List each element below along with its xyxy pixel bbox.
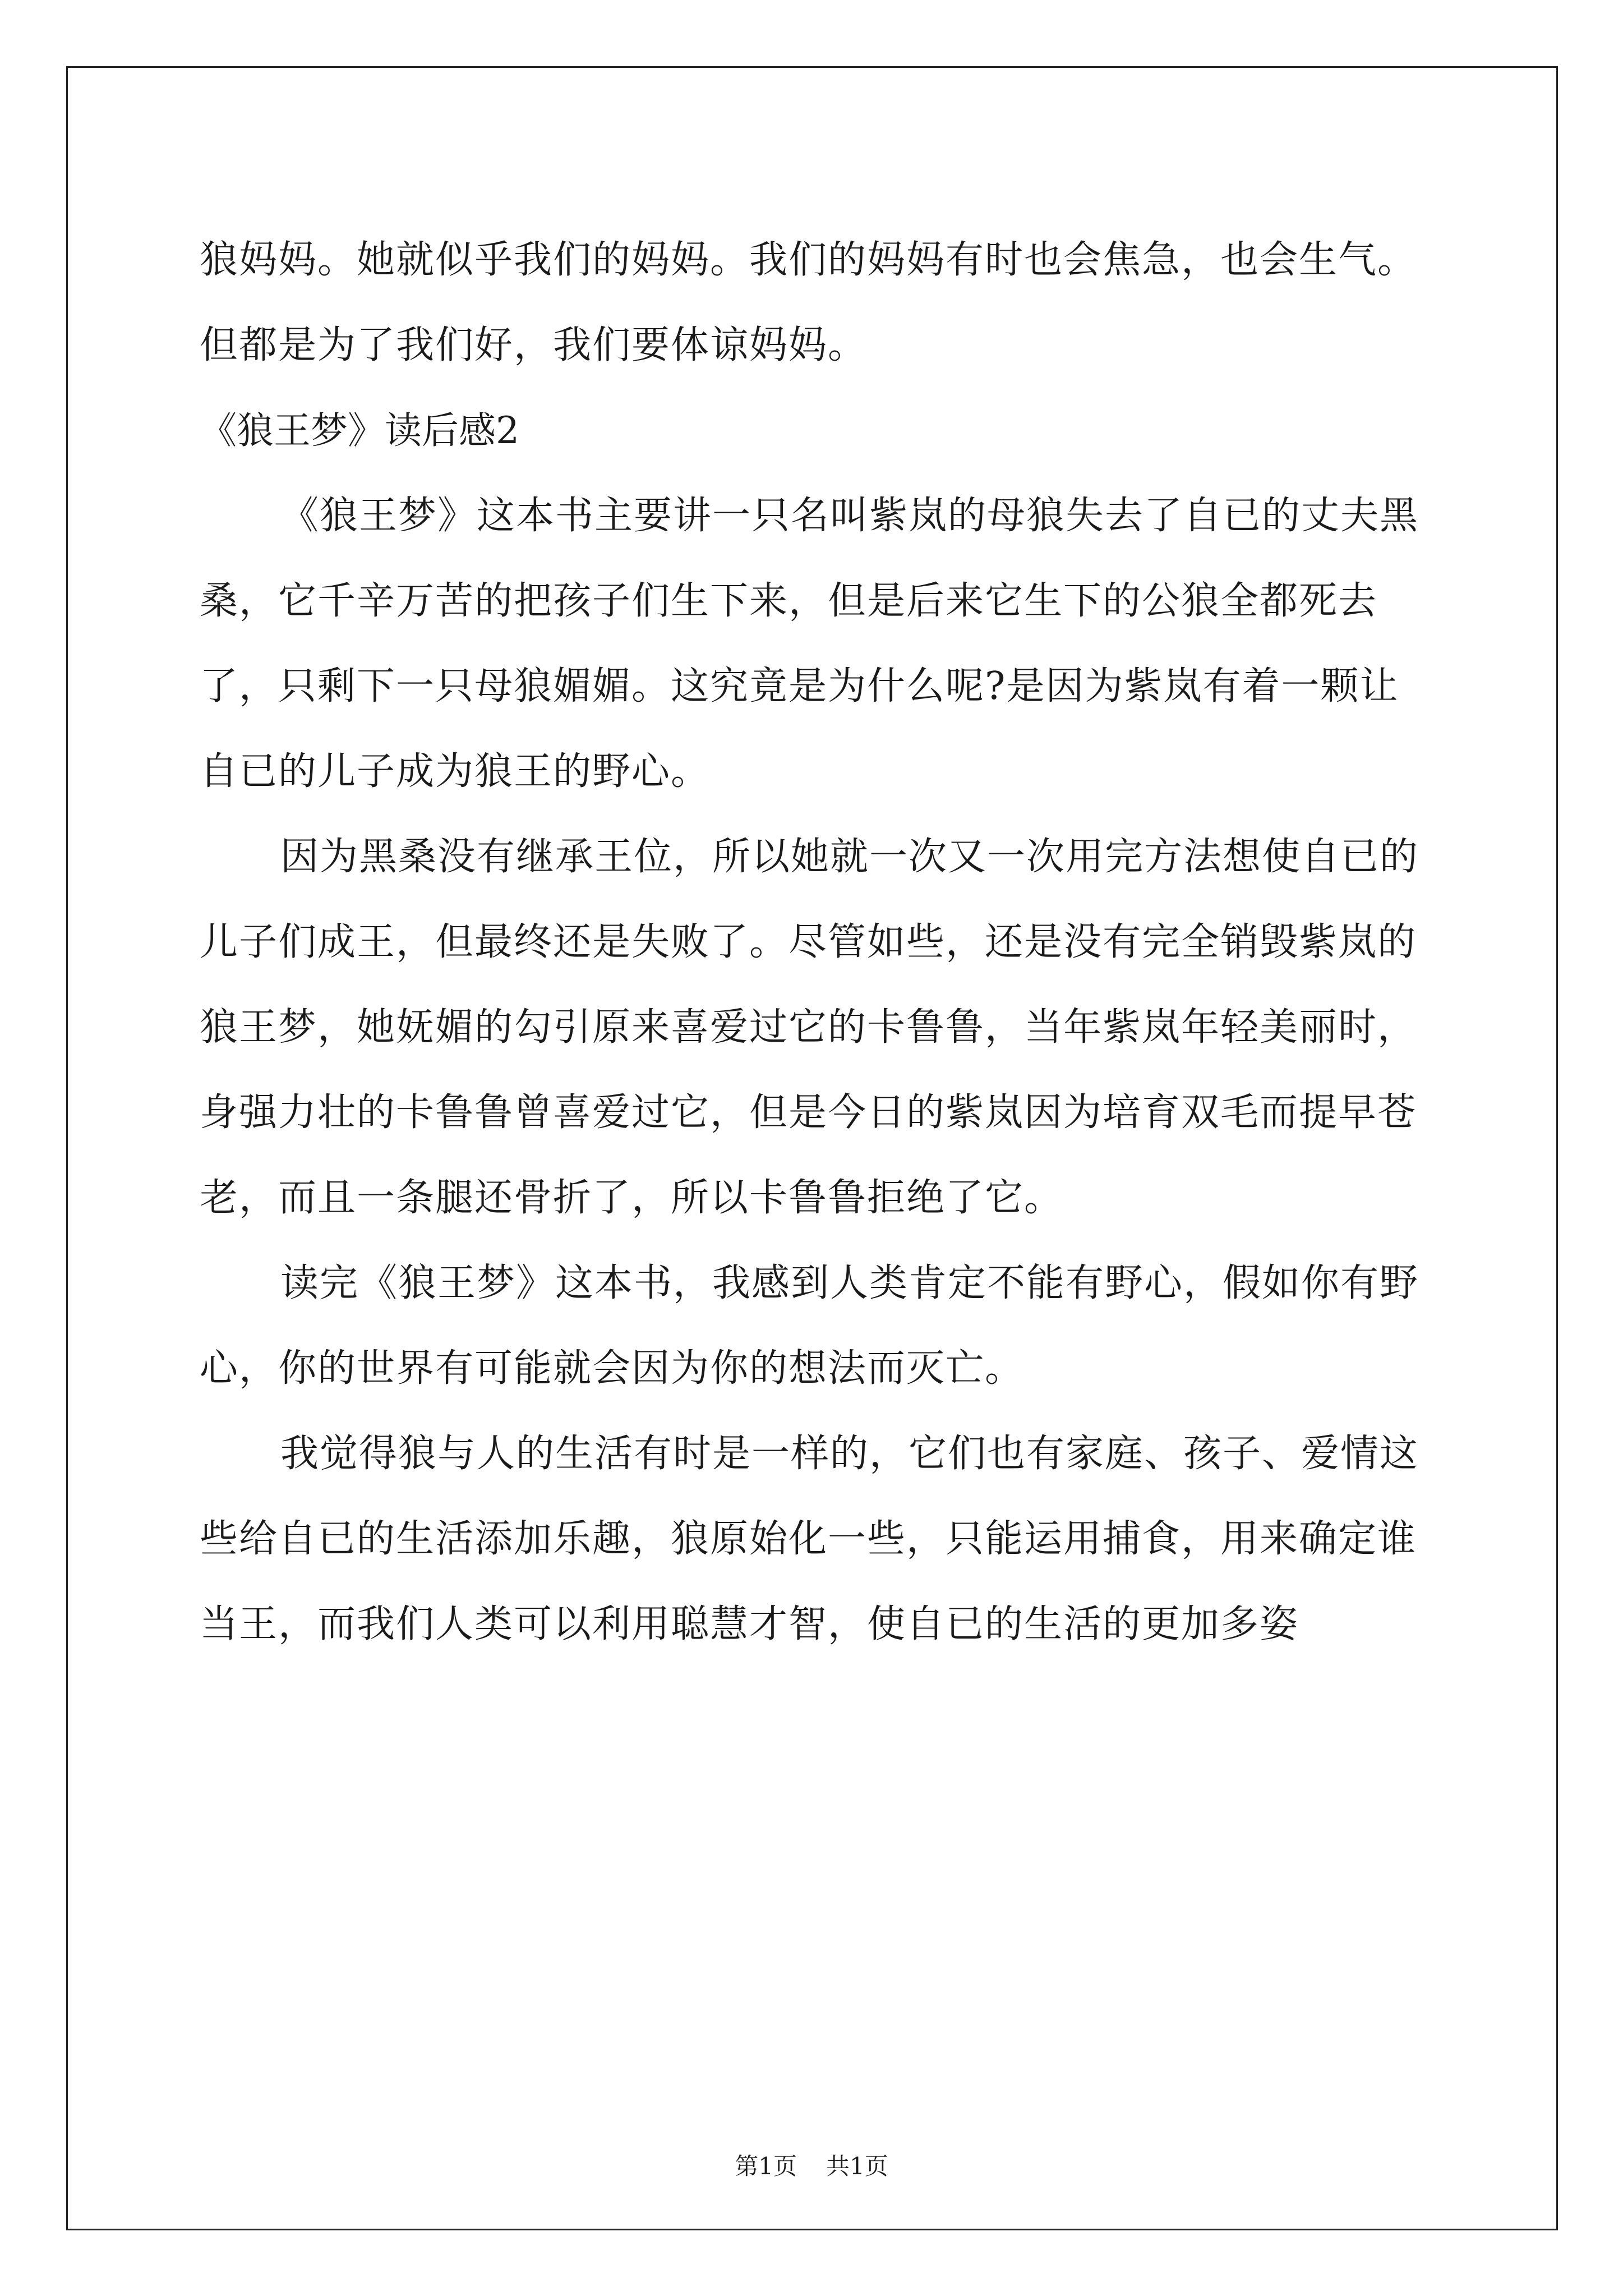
section-heading: 《狼王梦》读后感2	[200, 409, 519, 452]
paragraph-reflection: 读完《狼王梦》这本书，我感到人类肯定不能有野心，假如你有野心，你的世界有可能就会因为你的想法而灭亡。	[200, 1261, 1419, 1391]
document-body	[200, 218, 1433, 1667]
page-footer	[0, 2150, 1623, 2183]
paragraph-summary: 《狼王梦》这本书主要讲一只名叫紫岚的母狼失去了自已的丈夫黑桑，它千辛万苦的把孩子们生下来，但是后来它生下的公狼全都死去了，只剩下一只母狼媚媚。这究竟是为什么呢?是因为紫岚有着一颗让自已的儿子成为狼王的野心。	[200, 494, 1419, 794]
paragraph-intro: 狼妈妈。她就似乎我们的妈妈。我们的妈妈有时也会焦急，也会生气。但都是为了我们好，我们要体谅妈妈。	[200, 238, 1417, 367]
paragraph-comparison: 我觉得狼与人的生活有时是一样的，它们也有家庭、孩子、爱情这些给自已的生活添加乐趣，狼原始化一些，只能运用捕食，用来确定谁当王，而我们人类可以利用聪慧才智，使自已的生活的更加多姿	[200, 1432, 1419, 1646]
paragraph-plot: 因为黑桑没有继承王位，所以她就一次又一次用完方法想使自已的儿子们成王，但最终还是失败了。尽管如些，还是没有完全销毁紫岚的狼王梦，她妩媚的勾引原来喜爱过它的卡鲁鲁，当年紫岚年轻美丽时，身强力壮的卡鲁鲁曾喜爱过它，但是今日的紫岚因为培育双毛而提早苍老，而且一条腿还骨折了，所以卡鲁鲁拒绝了它。	[200, 835, 1419, 1220]
page-total: 共1页	[826, 2152, 888, 2180]
page-number: 第1页	[735, 2152, 797, 2180]
